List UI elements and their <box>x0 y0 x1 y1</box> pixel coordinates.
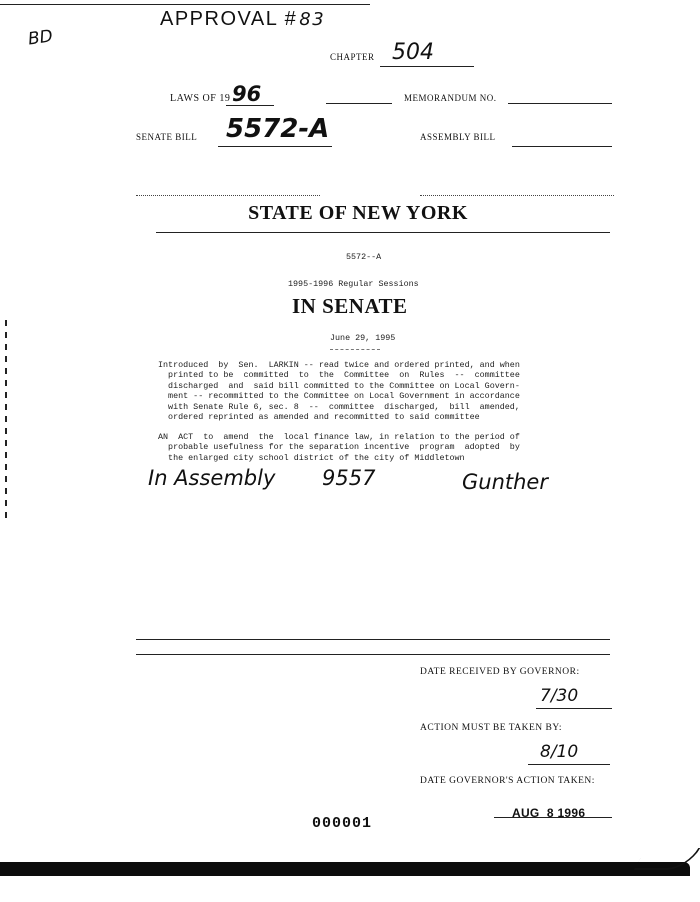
intro-line: with Senate Rule 6, sec. 8 -- committee discharged, bill amended, <box>158 401 520 412</box>
laws-underline <box>226 105 274 106</box>
chapter-underline <box>380 66 474 67</box>
intro-line: ordered reprinted as amended and recommitted to said committee <box>158 412 480 423</box>
top-border-line <box>0 4 370 5</box>
footer-rule-2 <box>136 654 610 655</box>
separator-left <box>136 195 320 196</box>
act-line: probable usefulness for the separation incentive program adopted by <box>158 442 520 453</box>
received-underline <box>536 708 612 709</box>
assembly-note-sponsor: Gunther <box>462 470 548 494</box>
action-value: 8/10 <box>540 742 579 762</box>
chapter-number: 504 <box>392 40 434 65</box>
taken-value: AUG 8 1996 <box>512 806 586 820</box>
taken-label: DATE GOVERNOR'S ACTION TAKEN: <box>420 776 595 786</box>
bill-id: 5572--A <box>346 252 382 262</box>
assembly-note-number: 9557 <box>322 466 376 490</box>
laws-extra-line <box>326 103 392 104</box>
state-underline <box>156 232 610 233</box>
page-number: 000001 <box>312 815 373 832</box>
intro-line: ment -- recommitted to the Committee on Local Government in accordance <box>158 391 520 402</box>
intro-date: June 29, 1995 <box>330 333 396 343</box>
received-value: 7/30 <box>540 686 579 706</box>
memo-underline <box>508 103 612 104</box>
laws-year: 96 <box>232 82 262 106</box>
received-label: DATE RECEIVED BY GOVERNOR: <box>420 667 580 677</box>
action-underline <box>528 764 610 765</box>
chapter-label: CHAPTER <box>330 52 375 62</box>
intro-line: printed to be committed to the Committee on Rules -- committee <box>158 370 520 381</box>
action-label: ACTION MUST BE TAKEN BY: <box>420 723 562 733</box>
footer-rule-1 <box>136 639 610 640</box>
senate-bill-number: 5572-A <box>226 114 330 144</box>
assembly-bill-label: ASSEMBLY BILL <box>420 132 496 142</box>
senate-bill-label: SENATE BILL <box>136 132 198 142</box>
corner-mark: BD <box>26 26 55 50</box>
intro-line: Introduced by Sen. LARKIN -- read twice and ordered printed, and when <box>158 360 520 370</box>
approval-stamp <box>160 8 325 31</box>
session-text: 1995-1996 Regular Sessions <box>288 279 419 289</box>
approval-number: 83 <box>299 9 326 30</box>
bottom-scan-curve <box>634 848 700 870</box>
act-paragraph <box>158 432 520 463</box>
assembly-note-label: In Assembly <box>148 466 276 490</box>
act-line: the enlarged city school district of the city of Middletown <box>158 452 465 463</box>
senate-underline <box>218 146 332 147</box>
memo-label: MEMORANDUM NO. <box>404 93 497 103</box>
left-edge-mark <box>5 320 7 520</box>
approval-label: APPROVAL # <box>160 8 298 30</box>
laws-label: LAWS OF 19 <box>170 93 231 104</box>
separator-right <box>420 195 614 196</box>
state-heading: STATE OF NEW YORK <box>248 202 468 224</box>
taken-underline <box>494 817 612 818</box>
bottom-scan-bar <box>0 862 690 876</box>
date-rule <box>330 349 380 350</box>
intro-paragraph <box>158 360 520 422</box>
chamber-heading: IN SENATE <box>292 294 408 318</box>
intro-line: discharged and said bill committed to the Committee on Local Govern- <box>158 380 520 391</box>
act-line: AN ACT to amend the local finance law, in relation to the period of <box>158 432 520 442</box>
assembly-underline <box>512 146 612 147</box>
